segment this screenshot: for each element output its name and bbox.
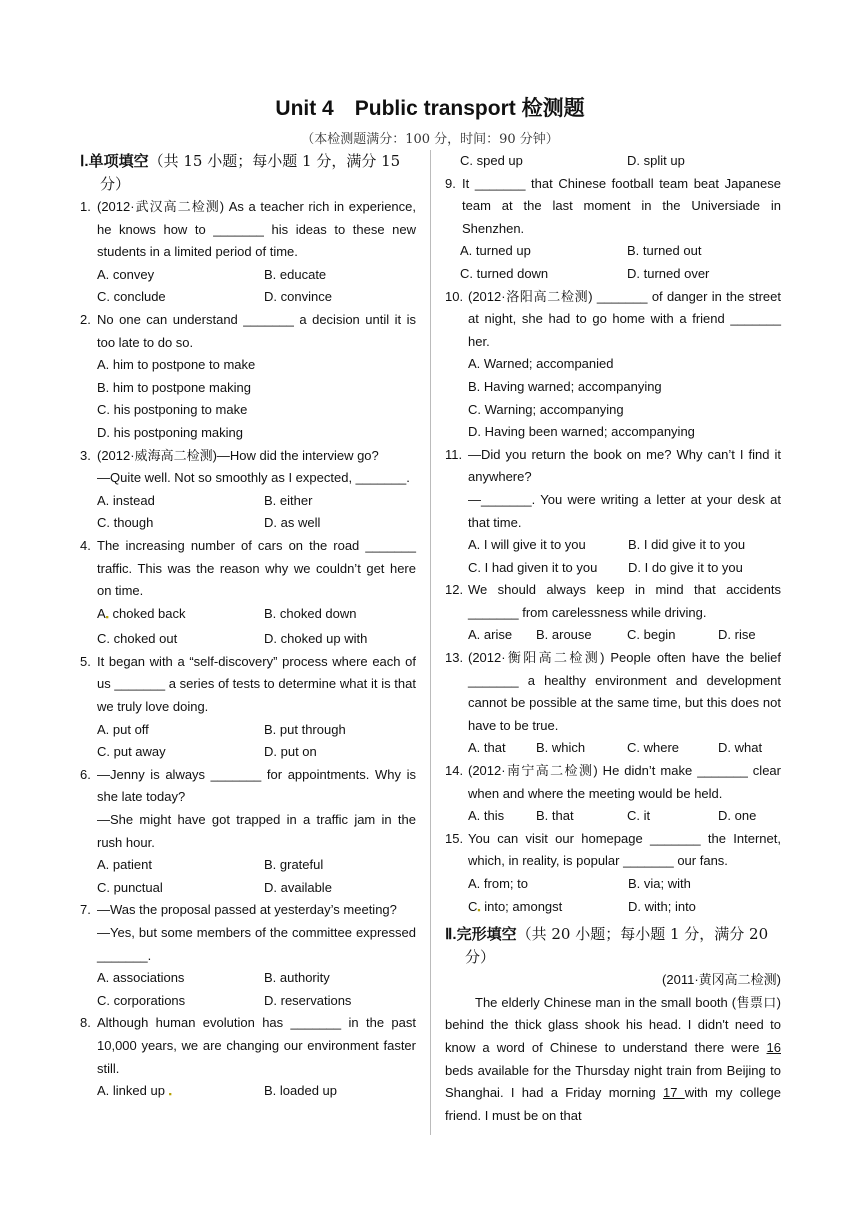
blank-16: 16 (766, 1039, 781, 1055)
cloze-passage: The elderly Chinese man in the small booth (售票口) behind the thick glass shook his head. I didn't need to know a word of Chinese to understand there were 16 beds available for the Thursday night train from Beijing to Shanghai. I had a Friday morning 17 with my college friend. I must be on that (445, 994, 781, 1123)
column-divider (430, 150, 431, 1135)
question-15: 15. You can visit our homepage _______ the Internet, which, in reality, is popular _______ our fans. (445, 830, 781, 869)
right-column: C. sped up D. split up 9. It _______ that Chinese football team beat Japanese team at the last moment in the Universiade in Shenzhen. A. turned up B. turned out C. turned down D. turned over 10. (2012·洛阳高二检测) _______ of danger in the street at night, she had to go home with a friend _______ her. A. Warned; accompanied B. Having warned; accompanying C. Warning; accompanying D. Having been warned; accompanying 11. —Did you return the book on me? Why can’t I find it anywhere? —_______. You were writing a letter at your desk at that time. A. I will give it to you B. I did give it to you C. I had given it to you D. I do give it to you 12. We should always keep in mind that accidents _______ from carelessness while driving. A. arise B. arouse C. begin D. rise 13. (2012·衡阳高二检测) People often have the belief _______ a healthy environment and development cannot be possible at the same time, but this does not have to be true. A. that B. which C. where D. what 14. (2012·南宁高二检测) He didn’t make _______ clear when and where the meeting would be held. A. this B. that C. it D. one 15. You can visit our homepage _______ the Internet, which, in reality, is popular _______ our fans. A. from; to B. via; with C▪ into; amongst D. with; into Ⅱ.完形填空（共 20 小题；每小题 1 分，满分 20 分） (2011·黄冈高二检测) The elderly Chinese man in the small booth (售票口) behind the thick glass shook his head. I didn't need to know a word of Chinese to understand there were 16 beds available for the Thursday night train from Beijing to Shanghai. I had a Friday morning 17 with my college friend. I must be on that (445, 150, 781, 1127)
question-11: 11. —Did you return the book on me? Why can’t I find it anywhere? (445, 446, 781, 485)
question-13: 13. (2012·衡阳高二检测) People often have the belief _______ a healthy environment and development cannot be possible at the same time, but this does not have to be true. (445, 650, 781, 733)
question-2: 2. No one can understand _______ a decision until it is too late to do so. (80, 311, 416, 350)
page-subtitle: （本检测题满分：100 分，时间：90 分钟） (301, 132, 559, 147)
blank-17: 17 (662, 1085, 685, 1101)
question-3: 3. (2012·威海高二检测)—How did the interview go? (80, 447, 379, 463)
section-2-heading: Ⅱ.完形填空（共 20 小题；每小题 1 分，满分 20 分） (445, 925, 769, 967)
left-column: Ⅰ.单项填空（共 15 小题；每小题 1 分，满分 15 分） 1. (2012·武汉高二检测) As a teacher rich in experience, he knows how to _______ his ideas to these new students in a limited period of time. A. convey B. educate C. conclude D. convince 2. No one can understand _______ a decision until it is too late to do so. A. him to postpone to make B. him to postpone making C. his postponing to make D. his postponing making 3. (2012·威海高二检测)—How did the interview go? —Quite well. Not so smoothly as I expected, _______. A. instead B. either C. though D. as well 4. The increasing number of cars on the road _______ traffic. This was the reason why we couldn’t get here on time. A▪ choked back B. choked down C. choked out D. choked up with 5. It began with a “self-discovery” process where each of us _______ a series of tests to determine what it is that we truly love doing. A. put off B. put through C. put away D. put on 6. —Jenny is always _______ for appointments. Why is she late today? —She might have got trapped in a traffic jam in the rush hour. A. patient B. grateful C. punctual D. available 7. —Was the proposal passed at yesterday’s meeting? —Yes, but some members of the committee expressed _______. A. associations B. authority C. corporations D. reservations 8. Although human evolution has _______ in the past 10,000 years, we are changing our environment faster still. A. linked up ▪ B. loaded up (80, 152, 416, 1100)
passage-source: (2011·黄冈高二检测) (662, 972, 781, 988)
question-14: 14. (2012·南宁高二检测) He didn’t make _______ clear when and where the meeting would be held. (445, 763, 781, 801)
question-6: 6. —Jenny is always _______ for appointments. Why is she late today? (80, 766, 416, 805)
question-1-options: A. convey B. educate (97, 266, 327, 282)
question-5: 5. It began with a “self-discovery” process where each of us _______ a series of tests to determine what it is that we truly love doing. (80, 653, 416, 715)
question-7: 7. —Was the proposal passed at yesterday’s meeting? (80, 902, 397, 918)
question-4: 4. The increasing number of cars on the road _______ traffic. This was the reason why we couldn’t get here on time. (80, 537, 416, 599)
page-title: Unit 4 Public transport 检测题 (275, 97, 585, 120)
question-1: 1. (2012·武汉高二检测) As a teacher rich in experience, he knows how to _______ his ideas to these new students in a limited period of time. (80, 199, 416, 260)
question-8: 8. Although human evolution has _______ in the past 10,000 years, we are changing our environment faster still. (80, 1015, 416, 1076)
question-12: 12. We should always keep in mind that accidents _______ from carelessness while driving. (445, 582, 781, 620)
question-9: 9. It _______ that Chinese football team beat Japanese team at the last moment in the Universiade in Shenzhen. (445, 175, 781, 236)
section-1-heading: Ⅰ.单项填空（共 15 小题；每小题 1 分，满分 15 分） (80, 152, 401, 193)
question-10: 10. (2012·洛阳高二检测) _______ of danger in the street at night, she had to go home with a friend _______ her. (445, 288, 781, 349)
